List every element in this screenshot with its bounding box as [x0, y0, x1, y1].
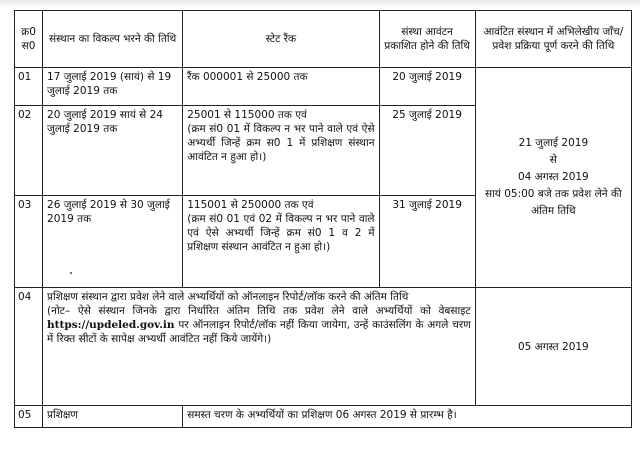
report-lock-date: 05 अगस्त 2019 [475, 288, 631, 406]
row-publish-date: 20 जुलाई 2019 [379, 68, 475, 106]
row-publish-date: 31 जुलाई 2019 [379, 196, 475, 288]
header-document-verification-date: आवंटित संस्थान में अभिलेखीय जाँच/प्रवेश प्रक्रिया पूर्ण करने की तिथि [475, 11, 631, 68]
note-text-after: पर ऑनलाइन रिपोर्ट/लॉक नहीं किया जायेगा, उन्हें काउंसलिंग के अगले चरण में रिक्त सीटों के सापेक्ष अभ्यर्थी आवंटित नहीं किये जायेंगे।) [47, 319, 471, 345]
rank-range: 25001 से 115000 तक एवं [187, 109, 307, 121]
page-top-shadow [0, 0, 640, 8]
rank-range: रैंक 000001 से 25000 तक [187, 71, 308, 83]
row-serial: 01 [15, 68, 43, 106]
rank-note: (क्रम सं0 01 एवं 02 में विकल्प न भर पाने वाले एवं ऐसे अभ्यर्थी जिन्हें क्रम सं0 1 व 2 में प्रशिक्षण संस्थान आवंटित न हुआ हो।) [187, 213, 375, 253]
row-choice-date: 26 जुलाई 2019 से 30 जुलाई 2019 तक [43, 196, 183, 288]
counselling-schedule-table [14, 10, 632, 428]
table-row [15, 406, 632, 428]
online-report-lock-cell [43, 288, 476, 406]
row-serial: 04 [15, 288, 43, 406]
table-row [15, 288, 632, 406]
deadline-end-date: 04 अगस्त 2019 [517, 171, 589, 183]
note-text-before: (नोट– ऐसे संस्थान जिनके द्वारा निर्धारित अंतिम तिथि तक प्रवेश लेने वाले अभ्यर्थियों को वेबसाइट [47, 305, 471, 317]
merged-admission-deadline [475, 68, 631, 288]
table-header-row [15, 11, 632, 68]
training-start-text: समस्त चरण के अभ्यर्थियों का प्रशिक्षण 06 अगस्त 2019 से प्रारम्भ है। [183, 406, 632, 428]
header-serial-number: क्र0 स0 [15, 11, 43, 68]
row-state-rank [183, 106, 379, 196]
row-state-rank [183, 196, 379, 288]
deadline-start-date: 21 जुलाई 2019 [518, 137, 589, 149]
training-label: प्रशिक्षण [43, 406, 183, 428]
website-link: https://updeled.gov.in [47, 319, 175, 331]
row-serial: 05 [15, 406, 43, 428]
row-serial: 02 [15, 106, 43, 196]
table-row [15, 68, 632, 106]
row-serial: 03 [15, 196, 43, 288]
scan-speck [70, 272, 72, 274]
report-lock-title: प्रशिक्षण संस्थान द्वारा प्रवेश लेने वाले अभ्यर्थियों को ऑनलाइन रिपोर्ट/लॉक करने की अंतिम तिथि [47, 291, 409, 303]
row-publish-date: 25 जुलाई 2019 [379, 106, 475, 196]
report-lock-note [47, 304, 471, 346]
header-choice-date: संस्थान का विकल्प भरने की तिथि [43, 11, 183, 68]
rank-note: (क्रम सं0 01 में विकल्प न भर पाने वाले एवं ऐसे अभ्यर्थी जिन्हें क्रम स0 1 में प्रशिक्षण संस्थान आवंटित न हुआ हो।) [187, 123, 375, 163]
header-allotment-publish-date: संस्था आवंटन प्रकाशित होने की तिथि [379, 11, 475, 68]
header-state-rank: स्टेट रैंक [183, 11, 379, 68]
deadline-description: सायं 05:00 बजे तक प्रवेश लेने की अंतिम तिथि [484, 188, 622, 217]
rank-range: 115001 से 250000 तक एवं [187, 199, 314, 211]
row-choice-date: 20 जुलाई 2019 सायं से 24 जुलाई 2019 तक [43, 106, 183, 196]
row-choice-date: 17 जुलाई 2019 (सायं) से 19 जुलाई 2019 तक [43, 68, 183, 106]
deadline-connector: से [549, 154, 557, 166]
row-state-rank [183, 68, 379, 106]
